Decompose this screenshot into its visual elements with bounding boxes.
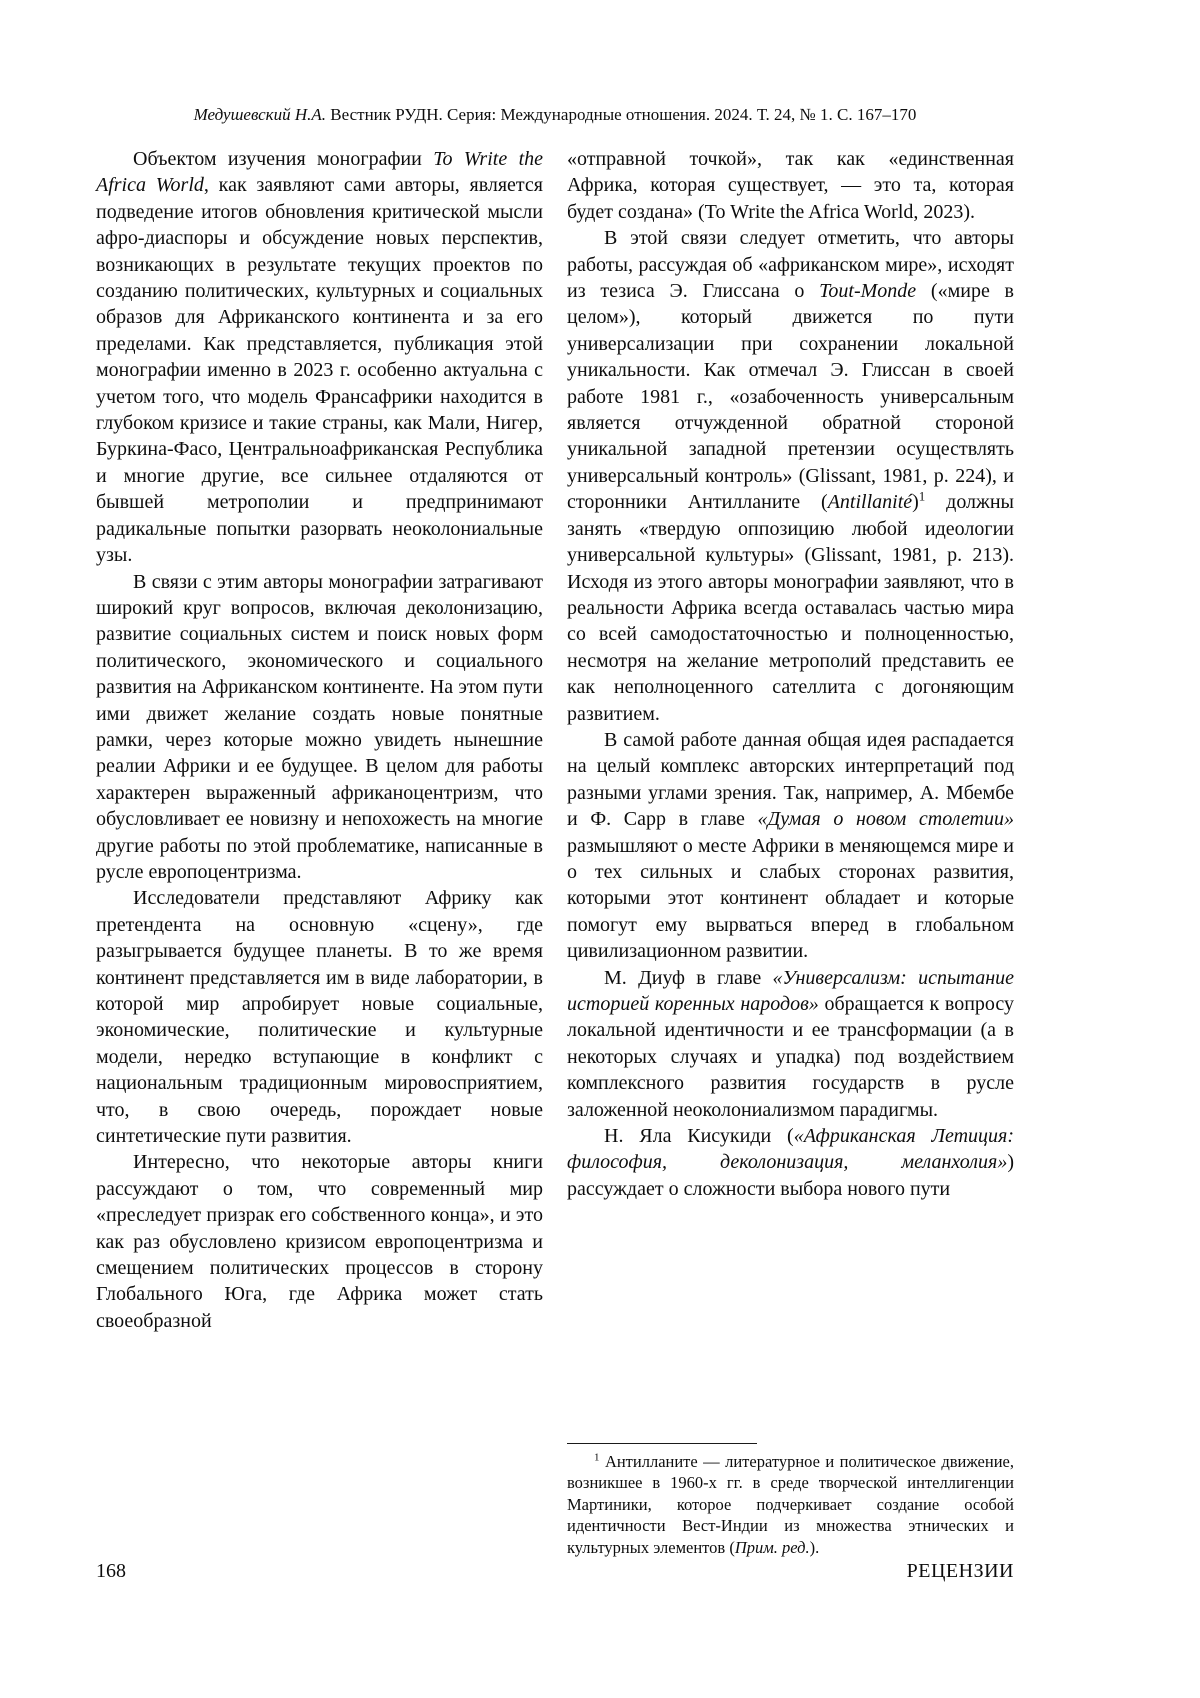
footnote-marker: 1 bbox=[594, 1451, 600, 1464]
text-run: М. Диуф в главе bbox=[604, 966, 773, 989]
text-run: Н. Яла Кисукиди ( bbox=[604, 1125, 794, 1148]
paragraph: В связи с этим авторы монографии затрагивают широкий круг вопросов, включая деколонизацию, развитие социальных систем и поиск новых форм политического, экономического и социального развития на Африканском континенте. На этом пути ими движет желание создать новые понятные рамки, через которые можно увидеть нынешние реалии Африки и ее будущее. В целом для работы характерен выраженный африканоцентризм, что обусловливает ее новизну и непохожесть на многие другие работы по этой проблематике, написанные в русле европоцентризма. bbox=[96, 570, 543, 883]
paragraph bbox=[567, 1123, 1014, 1202]
text-run-italic: «Африканская Летиция: философия, деколонизация, меланхолия» bbox=[567, 1125, 1014, 1174]
text-run-italic: «Думая о новом столетии» bbox=[757, 808, 1014, 831]
text-run: («мире в целом»), который движется по пути универсализации при сохранении локальной уникальности. Как отмечал Э. Глиссан в своей работе 1981 г., «озабоченность универсальным является отчужденной обратной стороной уникальной западной претензии осуществлять универсальный контроль» (Glissant, 1981, p. 224), и сторонники Антилланите ( bbox=[567, 280, 1014, 514]
text-run: ) рассуждает о сложности выбора нового пути bbox=[567, 1151, 1014, 1200]
text-run-italic: Прим. ред. bbox=[734, 1537, 810, 1557]
section-label: РЕЦЕНЗИИ bbox=[906, 1560, 1014, 1582]
paragraph bbox=[567, 727, 1014, 965]
text-run: ) bbox=[912, 491, 919, 514]
text-run: обращается к вопросу локальной идентичности и ее трансформации (а в некоторых случаях и упадка) под воздействием комплексного развития государств в русле заложенной неоколониализмом парадигмы. bbox=[567, 993, 1015, 1121]
text-run: В этой связи следует отметить, что авторы работы, рассуждая об «африканском мире», исходят из тезиса Э. Глиссана о bbox=[567, 227, 1014, 303]
text-run: размышляют о месте Африки в меняющемся мире и о тех сильных и слабых сторонах развития, которыми этот континент обладает и которые помогут ему вырваться вперед в глобальном цивилизационном развитии. bbox=[567, 834, 1014, 963]
running-head-author: Медушевский Н.А. bbox=[193, 105, 327, 124]
text-run: должны занять «твердую оппозицию любой идеологии универсальной культуры» (Glissant, 1981, p. 213). Исходя из этого авторы монографии заявляют, что в реальности Африка всегда оставалась частью мира со всей самодостаточностью и полноценностью, несмотря на желание метрополий представить ее как неполноценного сателлита с догоняющим развитием. bbox=[567, 491, 1014, 725]
left-column bbox=[96, 146, 543, 1558]
text-run: , как заявляют сами авторы, является подведение итогов обновления критической мысли афро-диаспоры и обсуждение новых перспектив, возникающих в результате текущих проектов по созданию политических, культурных и социальных образов для Африканского континента и за его пределами. Как представляется, публикация этой монографии именно в 2023 г. особенно актуальна с учетом того, что модель Франсафрики находится в глубоком кризисе и такие страны, как Мали, Нигер, Буркина-Фасо, Центральноафриканская Республика и многие другие, все сильнее отдаляются от бывшей метрополии и предпринимают радикальные попытки разорвать неоколониальные узы. bbox=[96, 174, 543, 567]
text-run-italic: Tout-Monde bbox=[819, 280, 917, 303]
right-column bbox=[567, 146, 1014, 1558]
text-run: Антилланите — литературное и политическое движение, возникшее в 1960-х гг. в среде творческой интеллигенции Мартиники, которое подчеркивает создание особой идентичности Вест-Индии из множества этнических и культурных элементов ( bbox=[567, 1451, 1014, 1557]
paragraph bbox=[567, 225, 1014, 727]
running-head-title: Вестник РУДН. Серия: Международные отношения. 2024. Т. 24, № 1. С. 167–170 bbox=[326, 105, 917, 124]
footnote bbox=[567, 1443, 1014, 1558]
paragraph-continuation: «отправной точкой», так как «единственная Африка, которая существует, — это та, которая будет создана» (To Write the Africa World, 2023). bbox=[567, 148, 1014, 223]
text-run: Объектом изучения монографии bbox=[133, 148, 434, 170]
text-run: ). bbox=[809, 1537, 820, 1557]
page-footer bbox=[96, 1558, 1014, 1584]
running-head bbox=[96, 104, 1014, 126]
text-run-italic: Antillanité bbox=[827, 491, 913, 514]
paragraph: Интересно, что некоторые авторы книги рассуждают о том, что современный мир «преследует призрак его собственного конца», и это как раз обусловлено кризисом европоцентризма и смещением политических процессов в сторону Глобального Юга, где Африка может стать своеобразной bbox=[96, 1151, 543, 1332]
footnote-rule bbox=[567, 1443, 757, 1444]
paragraph: Исследователи представляют Африку как претендента на основную «сцену», где разыгрывается будущее планеты. В то же время континент представляется им в виде лаборатории, в которой мир апробирует новые социальные, экономические, политические и культурные модели, нередко вступающие в конфликт с национальным традиционным мировосприятием, что, в свою очередь, порождает новые синтетические пути развития. bbox=[96, 887, 543, 1148]
text-run: В самой работе данная общая идея распадается на целый комплекс авторских интерпретаций под разными углами зрения. Так, например, А. Мбембе и Ф. Сарр в главе bbox=[567, 728, 1014, 831]
text-run-italic: To Write the Africa World bbox=[96, 148, 543, 197]
page-number: 168 bbox=[96, 1560, 126, 1582]
footnote-text bbox=[567, 1451, 1014, 1558]
paragraph bbox=[567, 965, 1014, 1123]
two-column-body bbox=[96, 146, 1014, 1558]
footnote-reference: 1 bbox=[918, 488, 926, 504]
text-run-italic: «Универсализм: испытание историей коренных народов» bbox=[567, 966, 1014, 1015]
paragraph bbox=[96, 146, 543, 569]
